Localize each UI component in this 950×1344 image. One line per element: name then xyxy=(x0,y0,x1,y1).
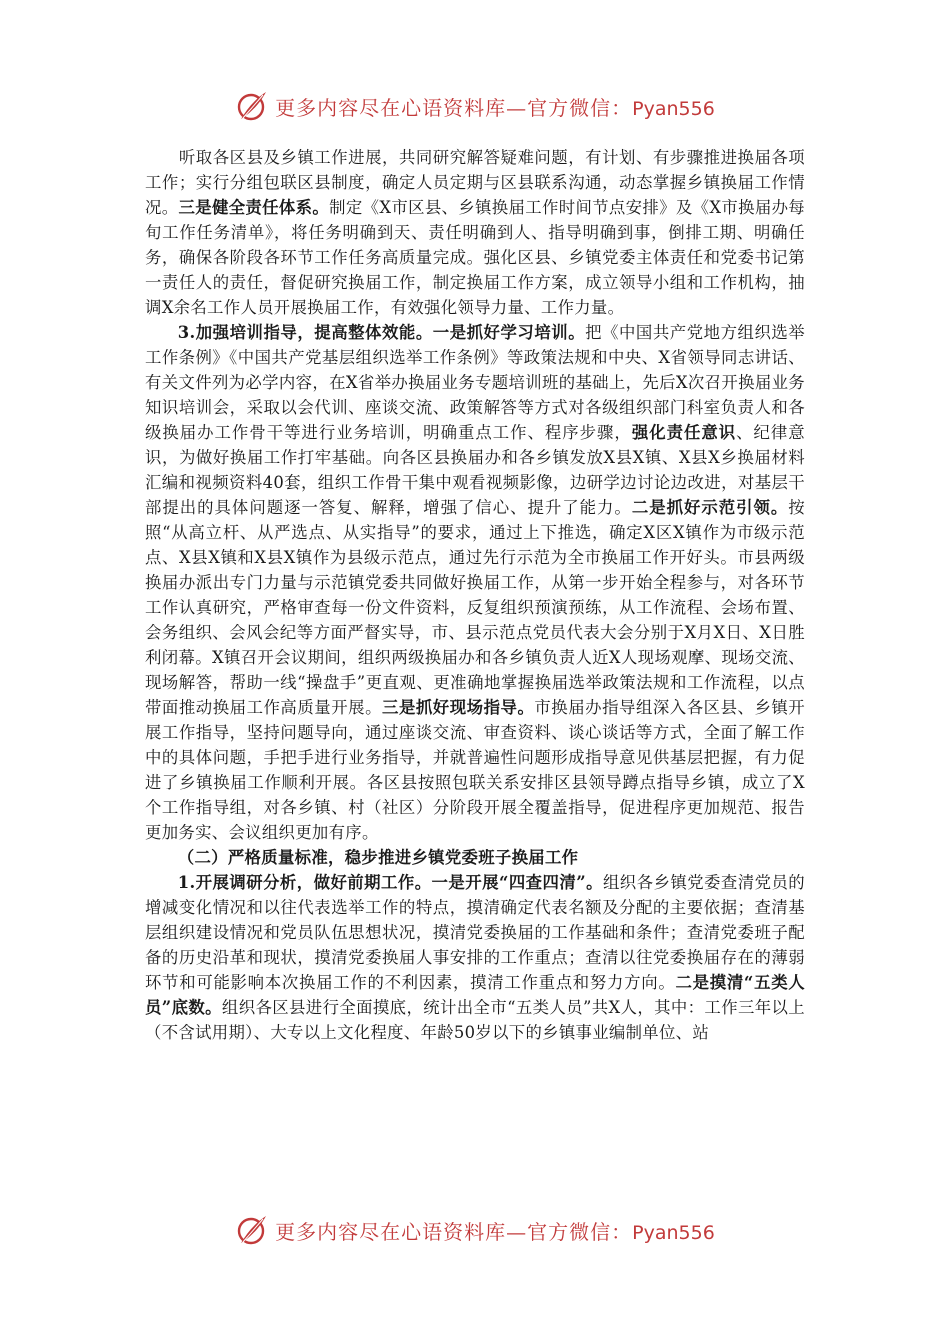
text-run: 按照“从高立杆、从严选点、从实指导”的要求，通过上下推选，确定X区X镇作为市级示范点、X县X镇和X县X镇作为县级示范点，通过先行示范为全市换届工作开好头。市县两级换届办派出专门力量与示范镇党委共同做好换届工作，从第一步开始全程参与，对各环节工作认真研究，严格审查每一份文件资料，反复组织预演预练，从工作流程、会场布置、会务组织、会风会纪等方面严督实导，市、县示范点党员代表大会分别于X月X日、X日胜利闭幕。X镇召开会议期间，组织两级换届办和各乡镇负责人近X人现场观摩、现场交流、现场解答，帮助一线“操盘手”更直观、更准确地掌握换届选举政策法规和工作流程，以点带面推动换届工作高质量开展。 xyxy=(145,498,805,717)
text-run: 组织各区县进行全面摸底，统计出全市“五类人员”共X人，其中：工作三年以上（不含试用期）、大专以上文化程度、年龄50岁以下的乡镇事业编制单位、站 xyxy=(145,998,805,1042)
wechat-id: Pyan556 xyxy=(632,97,715,120)
watermark-text: 更多内容尽在心语资料库—官方微信：Pyan556 xyxy=(275,95,715,120)
feather-quill-logo-icon xyxy=(235,89,269,123)
paragraph xyxy=(145,870,805,1045)
bold-heading-run: 三是健全责任体系。 xyxy=(178,198,330,217)
bold-heading-run: 强化责任意识 xyxy=(631,423,737,442)
bold-heading-run: 3.加强培训指导，提高整体效能。一是抓好学习培训。 xyxy=(177,323,586,342)
bold-heading-run: （二）严格质量标准，稳步推进乡镇党委班子换届工作 xyxy=(177,848,579,867)
feather-quill-logo-icon xyxy=(235,1213,269,1247)
paragraph xyxy=(145,845,805,870)
watermark-banner-top xyxy=(0,84,950,128)
text-run: 、纪律意识，为做好换届工作打牢基础。向各区县换届办和各乡镇发放X县X镇、X县X乡换届材料汇编和视频资料40套，组织工作骨干集中观看视频影像，边研学边讨论边改进，对基层干部提出的具体问题逐一答复、解释，增强了信心、提升了能力。 xyxy=(145,423,805,517)
bold-heading-run: 1.开展调研分析，做好前期工作。一是开展“四查四清”。 xyxy=(177,873,603,892)
text-run: 组织各乡镇党委查清党员的增减变化情况和以往代表选举工作的特点，摸清确定代表名额及分配的主要依据；查清基层组织建设情况和党员队伍思想状况，摸清党委换届的工作基础和条件；查清党委班子配备的历史沿革和现状，摸清党委换届人事安排的工作重点；查清以往党委换届存在的薄弱环节和可能影响本次换届工作的不利因素，摸清工作重点和努力方向。 xyxy=(145,873,805,992)
text-run: 把《中国共产党地方组织选举工作条例》《中国共产党基层组织选举工作条例》等政策法规和中央、X省领导同志讲话、有关文件列为必学内容，在X省举办换届业务专题培训班的基础上，先后X次召开换届业务知识培训会，采取以会代训、座谈交流、政策解答等方式对各级组织部门科室负责人和各级换届办工作骨干等进行业务培训，明确重点工作、程序步骤， xyxy=(145,323,805,442)
watermark-text: 更多内容尽在心语资料库—官方微信：Pyan556 xyxy=(275,1219,715,1244)
wechat-id: Pyan556 xyxy=(632,1221,715,1244)
bold-heading-run: 二是抓好示范引领。 xyxy=(631,498,789,517)
text-run: 听取各区县及乡镇工作进展，共同研究解答疑难问题，有计划、有步骤推进换届各项工作；实行分组包联区县制度，确定人员定期与区县联系沟通，动态掌握乡镇换届工作情况。 xyxy=(145,148,805,217)
paragraph xyxy=(145,145,805,320)
text-run: 制定《X市区县、乡镇换届工作时间节点安排》及《X市换届办每旬工作任务清单》，将任务明确到天、责任明确到人、指导明确到事，倒排工期、明确任务，确保各阶段各环节工作任务高质量完成。强化区县、乡镇党委主体责任和党委书记第一责任人的责任，督促研究换届工作，制定换届工作方案，成立领导小组和工作机构，抽调X余名工作人员开展换届工作，有效强化领导力量、工作力量。 xyxy=(145,198,805,317)
document-body xyxy=(145,145,805,1175)
bold-heading-run: 三是抓好现场指导。 xyxy=(382,698,535,717)
bold-heading-run: 二是摸清“五类人员”底数。 xyxy=(145,973,805,1017)
paragraph xyxy=(145,320,805,845)
watermark-banner-bottom xyxy=(0,1208,950,1252)
text-run: 市换届办指导组深入各区县、乡镇开展工作指导，坚持问题导向，通过座谈交流、审查资料、谈心谈话等方式，全面了解工作中的具体问题，手把手进行业务指导，并就普遍性问题形成指导意见供基层把握，有力促进了乡镇换届工作顺利开展。各区县按照包联关系安排区县领导蹲点指导乡镇，成立了X个工作指导组，对各乡镇、村（社区）分阶段开展全覆盖指导，促进程序更加规范、报告更加务实、会议组织更加有序。 xyxy=(145,698,805,842)
